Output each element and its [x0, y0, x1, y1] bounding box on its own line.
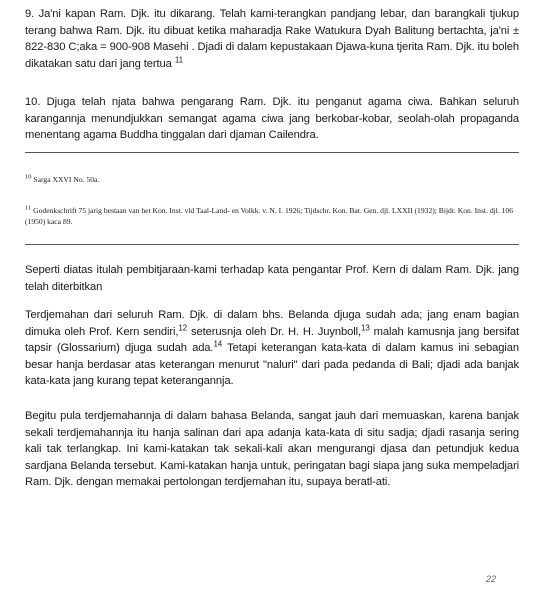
- footnote-ref-14: 14: [213, 339, 223, 349]
- paragraph-text: Tetapi keterangan kata-kata di dalam kamus ini sebagian besar hanja berdasar atas keterangan menurut "naluri" dari pada pedanda di Bali; djadi ada banjak kata-kata jang kurang tepat keterangannja.: [25, 342, 520, 387]
- footnote-ref-11: 11: [174, 54, 183, 64]
- item-9-text: 9. Ja'ni kapan Ram. Djk. itu dikarang. Telah kami-terangkan pandjang lebar, dan barangkali tjukup terang bahwa Ram. Djk. itu dibuat ketika maharadja Rake Watukura Dyah Balitung bertachta, ja'ni ± 822-830 C;aka = 900-908 Masehi . Djadi di dalam kepustakaan Djawa-kuna tjerita Ram. Djk. itu boleh dikatakan satu dari jang tertua: [25, 8, 519, 70]
- footnote-10: [25, 174, 519, 185]
- footnote-text: Sarga XXVI No. 50a.: [33, 175, 100, 184]
- paragraph-translation: [25, 307, 519, 390]
- paragraph-critique: Begitu pula terdjemahannja di dalam bahasa Belanda, sangat jauh dari memuaskan, karena banjak sekali terdjemahannja itu hanja salinan dari apa adanja kata-kata di situ sadja; djadi rasanja sering kali tak terlangkap. Ini kami-katakan tak sekali-kali akan mengurangi djasa dan petundjuk kedua sardjana Belanda tersebut. Kami-katakan hanja untuk, peringatan bagi siapa jang suka mempeladjari Ram. Djk. dengan memakai pertolongan terdjemahan itu, supaya beratl-ati.: [25, 410, 519, 488]
- paragraph-text: seterusnja oleh Dr. H. H. Juynboll,: [187, 325, 362, 338]
- footnote-divider-top: [25, 152, 519, 153]
- footnote-divider-bottom: [25, 244, 519, 245]
- footnote-ref-13: 13: [361, 322, 370, 332]
- footnote-11: [25, 205, 519, 227]
- numbered-item-9: [25, 6, 519, 72]
- footnote-ref-12: 12: [178, 322, 188, 332]
- paragraph-text: malah kamusnja jang bersifat tapsir (Glossarium) djuga sudah ada.: [25, 325, 519, 354]
- footnote-number: 11: [25, 204, 32, 212]
- footnote-text: Godenkschrift 75 jarig bestaan van het Kon. Inst. vld Taal-Land- en Volkk. v. N. I. 1926; Tijdschr. Kon. Bat. Gen. djl. LXXII (1932); Bijdr. Kon. Inst. djl. 106 (1950) kaca 89.: [25, 206, 514, 226]
- page-number: 22: [485, 574, 496, 584]
- paragraph-intro: Seperti diatas itulah pembitjaraan-kami terhadap kata pengantar Prof. Kern di dalam Ram. Djk. jang telah diterbitkan: [25, 264, 519, 293]
- numbered-item-10: 10. Djuga telah njata bahwa pengarang Ram. Djk. itu penganut agama ciwa. Bahkan seluruh karangannja menundjukkan semangat agama ciwa jang berkobar-kobar, seolah-olah propaganda menentang agama Buddha tinggalan dari djaman Cailendra.: [25, 96, 519, 141]
- footnote-number: 10: [25, 173, 32, 181]
- paragraph-text: Terdjemahan dari seluruh Ram. Djk. di dalam bhs. Belanda djuga sudah ada; jang enam bagian dimuka oleh Prof. Kern sendiri,: [25, 309, 519, 338]
